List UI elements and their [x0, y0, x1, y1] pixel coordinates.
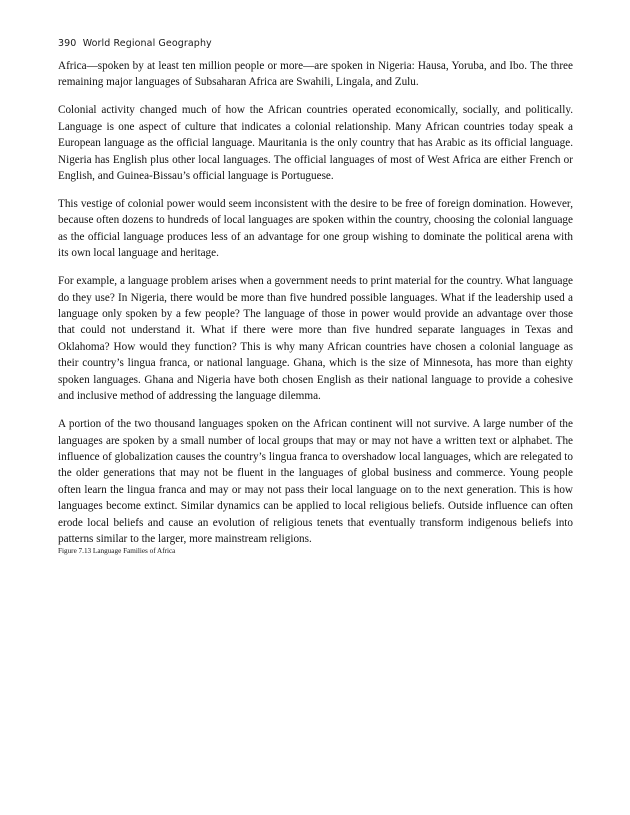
paragraph-language-survival: A portion of the two thousand languages spoken on the African continent will not survive. A large number of the languages are spoken by a small number of local groups that may or may not have a written text or alphabet. The influence of globalization causes the country’s lingua franca to overshadow local languages, which are relegated to the older generations that may not be fluent in the languages of global business and commerce. Young people often learn the lingua franca and may or may not pass their local language on to the next generation. This is how languages become extinct. Similar dynamics can be applied to local religious beliefs. Outside influence can often erode local beliefs and cause an evolution of religious tenets that eventually transform indigenous beliefs into patterns similar to the larger, more mainstream religions.	[58, 418, 573, 545]
figure-caption: Figure 7.13 Language Families of Africa	[58, 547, 176, 555]
paragraph-continuation: Africa—spoken by at least ten million people or more—are spoken in Nigeria: Hausa, Yoruba, and Ibo. The three remaining major languages of Subsaharan Africa are Swahili, Lingala, and Zulu.	[58, 60, 573, 89]
running-header	[58, 38, 212, 49]
book-title: World Regional Geography	[82, 38, 212, 49]
paragraph-language-problem: For example, a language problem arises when a government needs to print material for the country. What language do they use? In Nigeria, there would be more than five hundred possible languages. What if the leadership used a language only spoken by a few people? The language of those in power would provide an advantage over those that could not understand it. What if there were more than five hundred separate languages in Texas and Oklahoma? How would they function? This is why many African countries have chosen a colonial language as their country’s lingua franca, or national language. Ghana, which is the size of Minnesota, has more than eighty spoken languages. Ghana and Nigeria have both chosen English as their national language to provide a cohesive and inclusive method of addressing the language dilemma.	[58, 275, 573, 403]
body-text	[58, 58, 573, 559]
page-number: 390	[58, 38, 77, 49]
paragraph-colonial-vestige: This vestige of colonial power would seem inconsistent with the desire to be free of foreign domination. However, because often dozens to hundreds of local languages are spoken within the country, choosing the colonial language as the official language produces less of an advantage for one group wishing to dominate the political arena with its own local language and heritage.	[58, 198, 573, 260]
paragraph-colonial-activity: Colonial activity changed much of how the African countries operated economically, socially, and politically. Language is one aspect of culture that indicates a colonial relationship. Many African countries today speak a European language as the official language. Mauritania is the only country that has Arabic as its official language. Nigeria has English plus other local languages. The official languages of most of West Africa are either French or English, and Guinea-Bissau’s official language is Portuguese.	[58, 104, 573, 183]
